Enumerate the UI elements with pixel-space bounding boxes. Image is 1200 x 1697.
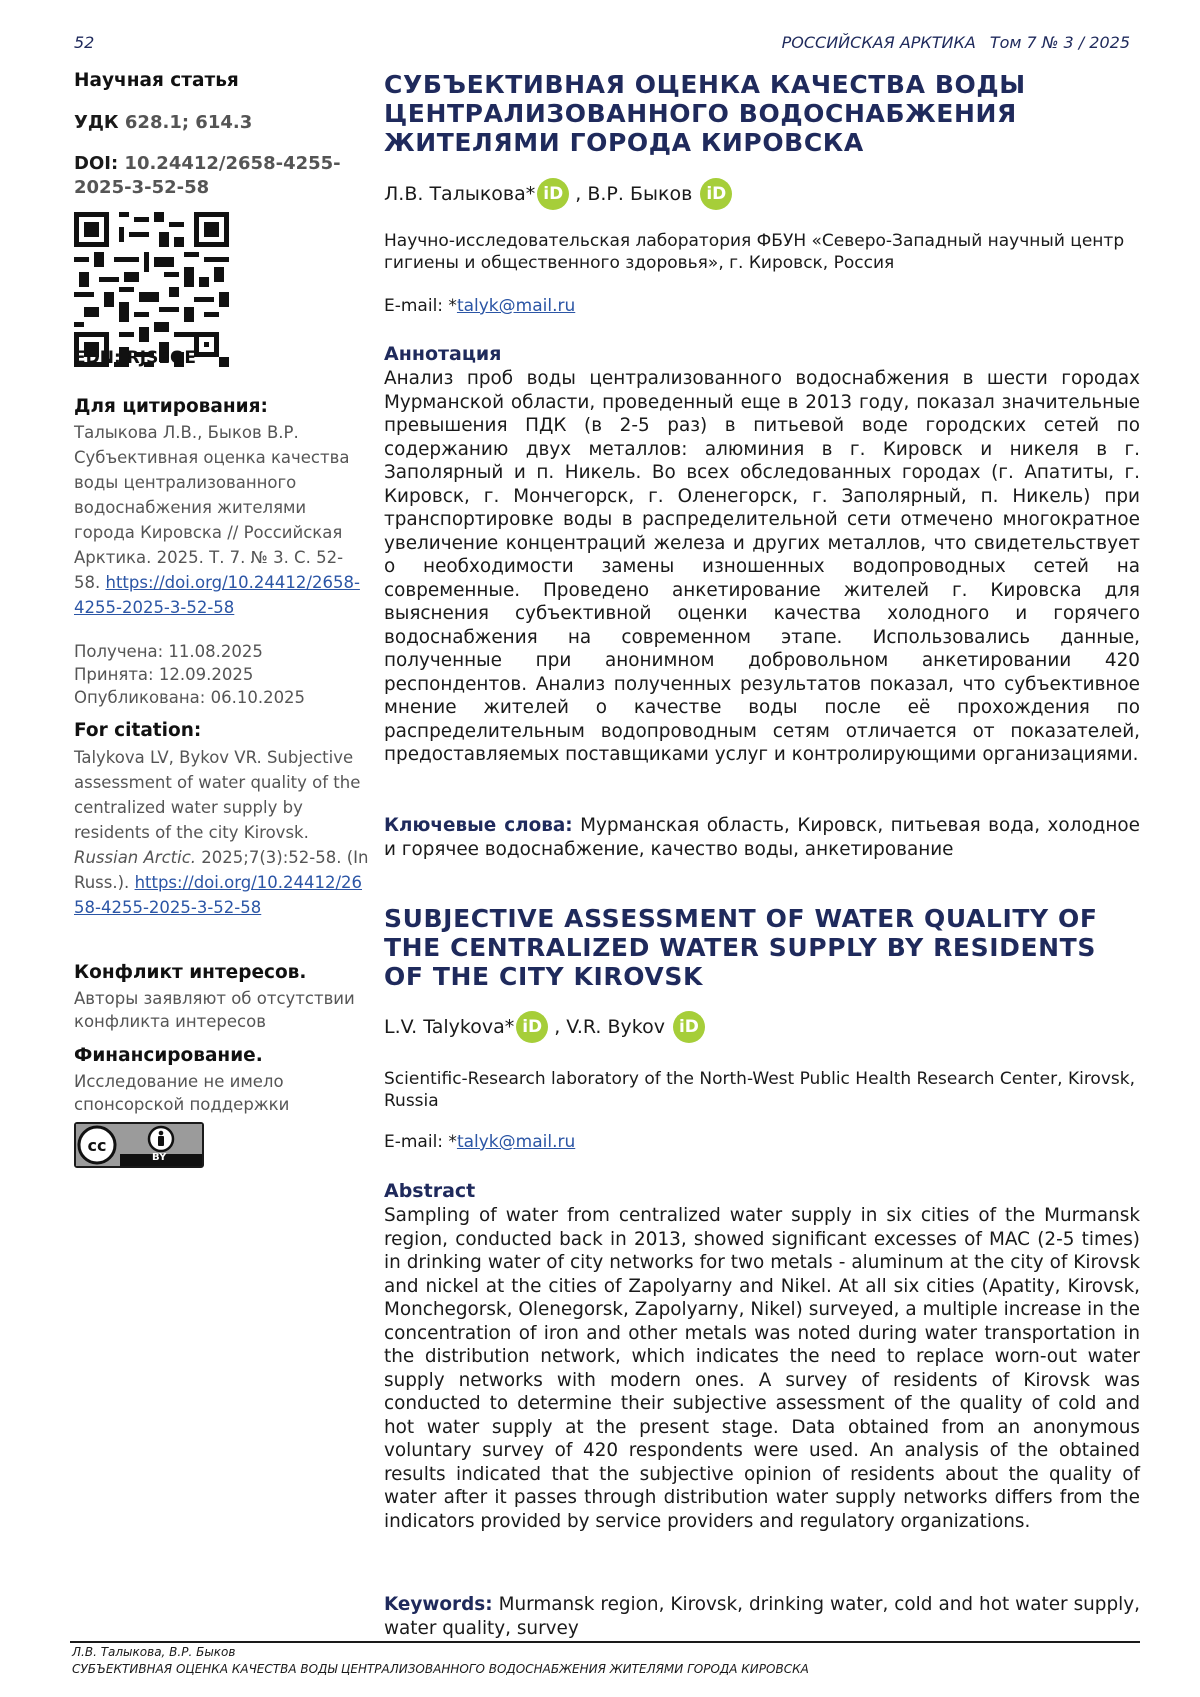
orcid-icon[interactable]: iD [700,178,732,210]
cite-en-year: 2025;7(3):52-58. (In Russ.). [74,848,369,892]
article-title-en: SUBJECTIVE ASSESSMENT OF WATER QUALITY OF THE CENTRALIZED WATER SUPPLY BY RESIDENTS OF THE CITY KIROVSK [384,904,1098,991]
abstract-ru: Анализ проб воды централизованного водоснабжения в шести городах Мурманской области, проведенный еще в 2013 году, показал значительные превышения ПДК (в 2-5 раз) в питьевой воде городских сетей по содержанию двух металлов: алюминия в г. Кировск и никеля в г. Заполярный и п. Никель. Во всех обследованных городах (г. Апатиты, г. Кировск, г. Мончегорск, г. Оленегорск, г. Заполярный, п. Никель) при транспортировке воды в распределительной сети отмечено многократное увеличение концентраций железа и других металлов, что свидетельствует о необходимости замены изношенных водопроводных сетей на современные. Проведено анкетирование жителей г. Кировска для выяснения субъективной оценки качества холодного и горячего водоснабжения на современном этапе. Использовались данные, полученные при анонимном добровольном анкетировании 420 респондентов. Анализ полученных результатов показал, что субъективное мнение жителей о качестве воды после её прохождения по распределительным водопроводным сетям отличается от показателей, предоставляемых поставщиками услуг и контролирующими организациями. [384,368,1140,765]
cc-icon [76,1124,202,1166]
author-1-en: L.V. Talykova* [384,1016,515,1038]
orcid-icon[interactable]: iD [673,1011,705,1043]
footer-title: СУБЪЕКТИВНАЯ ОЦЕНКА КАЧЕСТВА ВОДЫ ЦЕНТРАЛИЗОВАННОГО ВОДОСНАБЖЕНИЯ ЖИТЕЛЯМИ ГОРОДА КИРОВСКА [72,1662,809,1676]
email-ru [384,296,575,316]
abstract-en: Sampling of water from centralized water supply in six cities of the Murmansk region, conducted back in 2013, showed significant excesses of MAC (2-5 times) in drinking water of city networks for two metals - aluminum at the city of Kirovsk and nickel at the cities of Zapolyarny and Nikel. At all six cities (Apatity, Kirovsk, Monchegorsk, Olenegorsk, Zapolyarny, Nikel) surveyed, a multiple increase in the concentration of iron and other metals was noted during water transportation in the distribution network, which indicates the need to replace worn-out water supply networks with modern ones. A survey of residents of Kirovsk was conducted to determine their subjective assessment of the quality of cold and hot water supply at the present stage. Data obtained from an anonymous voluntary survey of 420 respondents were used. An analysis of the obtained results indicated that the subjective opinion of residents about the quality of water after it passes through distribution water supply networks differs from the indicators provided by service providers and regulatory organizations. [384,1205,1140,1532]
doi-value: 10.24412/2658-4255-2025-3-52-58 [74,153,341,198]
orcid-icon[interactable]: iD [537,178,569,210]
cite-en [74,745,369,920]
dates [74,640,369,709]
email-label-en: E-mail: * [384,1132,457,1152]
authors-ru [384,178,738,210]
footer-rule [70,1641,1140,1643]
cc-by-label: BY [152,1152,167,1163]
journal-name: РОССИЙСКАЯ АРКТИКА [781,33,976,52]
udk [74,112,369,133]
published-date: Опубликована: 06.10.2025 [74,688,306,707]
funding-heading: Финансирование. [74,1045,263,1066]
keywords-ru [384,814,1140,862]
affiliation-en: Scientific-Research laboratory of the North-West Public Health Research Center, Kirovsk, Russia [384,1069,1135,1111]
abstract-heading-en: Abstract [384,1180,476,1202]
email-en [384,1132,575,1152]
doi-label: DOI: [74,153,119,174]
cc-by-badge [74,1122,204,1168]
email-label-ru: E-mail: * [384,296,457,316]
orcid-icon[interactable]: iD [516,1011,548,1043]
conflict-text: Авторы заявляют об отсутствии конфликта интересов [74,989,355,1031]
article-title-ru: СУБЪЕКТИВНАЯ ОЦЕНКА КАЧЕСТВА ВОДЫ ЦЕНТРАЛИЗОВАННОГО ВОДОСНАБЖЕНИЯ ЖИТЕЛЯМИ ГОРОДА КИРОВСКА [384,70,1026,157]
email-link-en[interactable]: talyk@mail.ru [456,1132,576,1152]
udk-value: 628.1; 614.3 [124,112,253,133]
keywords-label-en: Keywords: [384,1594,493,1615]
keywords-en [384,1593,1140,1641]
author-1-ru: Л.В. Талыкова* [384,183,536,205]
udk-label: УДК [74,112,119,133]
cite-ru-text: Талыкова Л.В., Быков В.Р. Субъективная оценка качества воды централизованного водоснабжения жителями города Кировска // Российская Арктика. 2025. Т. 7. № 3. С. 52-58. [74,423,350,592]
cite-ru-doi-link[interactable]: https://doi.org/10.24412/2658-4255-2025-3-52-58 [74,573,360,617]
cc-license[interactable] [74,1122,369,1168]
doi [74,152,369,200]
accepted-date: Принята: 12.09.2025 [74,665,254,684]
page-number: 52 [74,33,95,52]
funding-text: Исследование не имело спонсорской поддержки [74,1072,290,1114]
received-date: Получена: 11.08.2025 [74,642,263,661]
cite-ru-heading: Для цитирования: [74,396,268,417]
affiliation-ru: Научно-исследовательская лаборатория ФБУН «Северо-Западный научный центр гигиены и общественного здоровья», г. Кировск, Россия [384,231,1125,273]
qr-code-icon [74,212,229,367]
svg-text:cc: cc [87,1136,107,1155]
email-link-ru[interactable]: talyk@mail.ru [456,296,576,316]
edn: EDN: RJSEQE [74,348,197,368]
author-2-ru: , В.Р. Быков [575,183,693,205]
journal-header [782,33,1130,52]
journal-volume: Том 7 № 3 / 2025 [989,33,1130,52]
keywords-text-ru: Мурманская область, Кировск, питьевая вода, холодное и горячее водоснабжение, качество воды, анкетирование [384,815,1140,860]
abstract-heading-ru: Аннотация [384,343,502,365]
cite-en-journal: Russian Arctic. [74,848,197,867]
article-type: Научная статья [74,70,239,91]
authors-en [384,1011,711,1043]
author-2-en: , V.R. Bykov [554,1016,665,1038]
cite-en-text: Talykova LV, Bykov VR. Subjective assessment of water quality of the centralized water supply by residents of the city Kirovsk. [74,748,361,842]
cite-en-heading: For citation: [74,720,202,741]
cite-en-doi-link[interactable]: https://doi.org/10.24412/2658-4255-2025-3-52-58 [74,873,363,917]
footer-authors: Л.В. Талыкова, В.Р. Быков [72,1645,236,1659]
keywords-label-ru: Ключевые слова: [384,815,573,836]
conflict-heading: Конфликт интересов. [74,962,307,983]
keywords-text-en: Murmansk region, Kirovsk, drinking water, cold and hot water supply, water quality, survey [384,1594,1140,1639]
cite-ru [74,420,369,620]
